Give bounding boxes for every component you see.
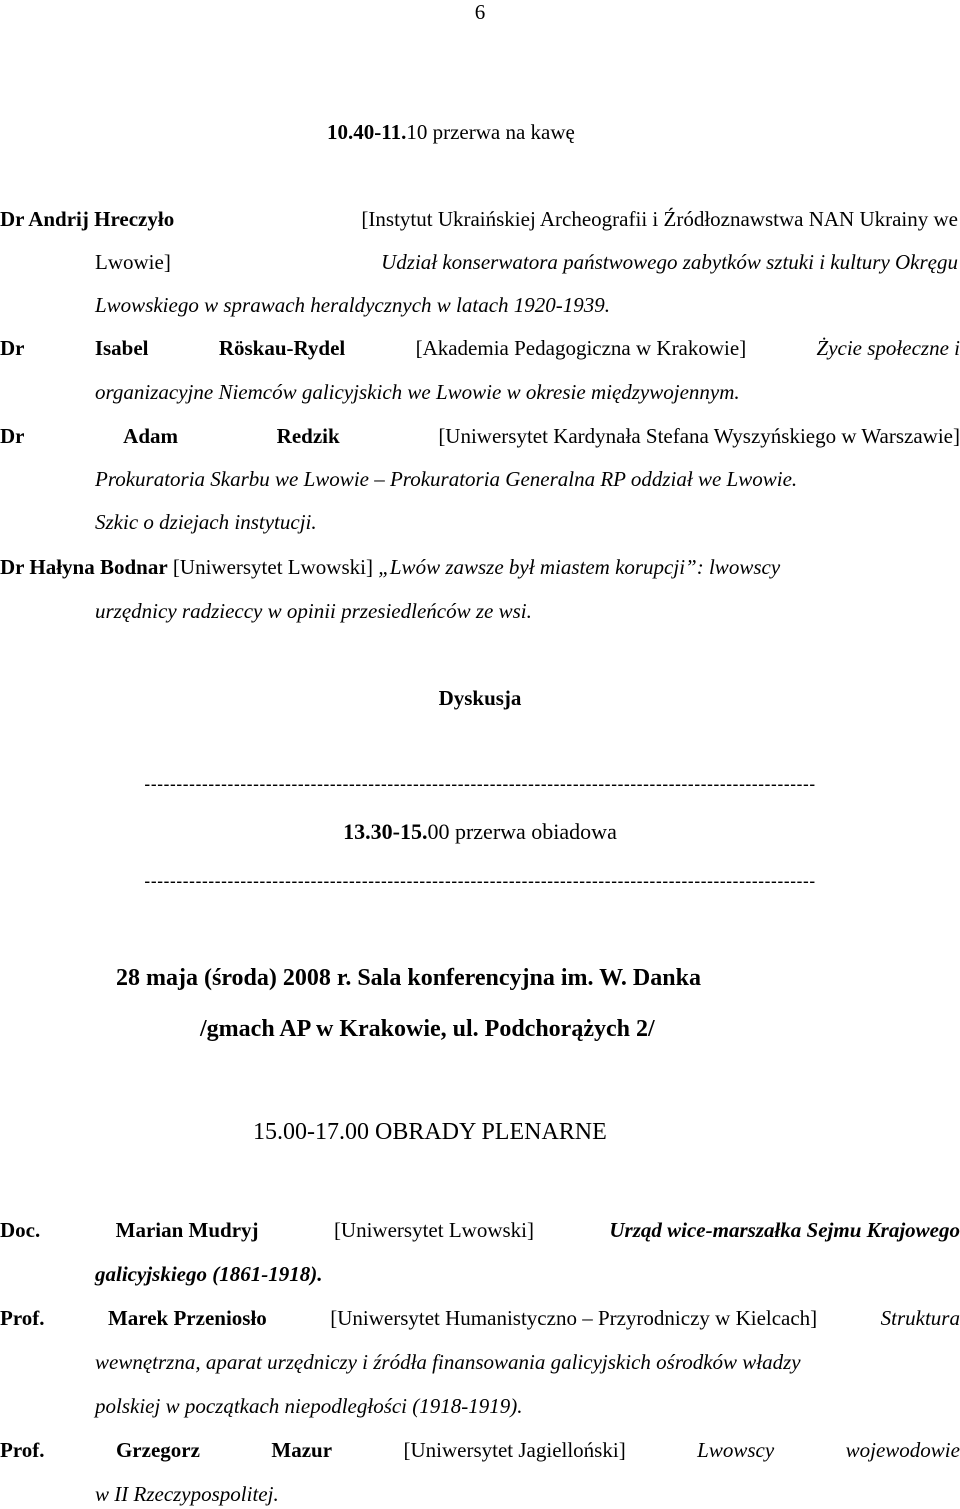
plenary-talk-3-rank: Prof. <box>0 1438 45 1462</box>
talk-3-speaker-first: Adam <box>123 424 178 448</box>
plenary-talk-1-affiliation: [Uniwersytet Lwowski] <box>333 1218 534 1242</box>
talk-4-line-1 <box>0 557 780 578</box>
lunch-break-time: 13.30-15. <box>343 819 428 844</box>
plenary-talk-2-title: Struktura <box>880 1306 960 1330</box>
talk-1-title: Udział konserwatora państwowego zabytków sztuki i kultury Okręgu <box>381 250 958 274</box>
talk-2-speaker-title: Dr <box>0 336 25 360</box>
plenary-talk-1-title: Urząd wice-marszałka Sejmu Krajowego <box>609 1218 960 1242</box>
plenary-talk-1-line-1 <box>0 1220 960 1241</box>
coffee-break-label: 10 przerwa na kawę <box>406 120 575 144</box>
talk-3-title-cont: Szkic o dziejach instytucji. <box>95 510 317 534</box>
talk-1-affiliation: [Instytut Ukraińskiej Archeografii i Źródłoznawstwa NAN Ukrainy we <box>361 207 958 231</box>
talk-2-title-cont: organizacyjne Niemców galicyjskich we Lwowie w okresie międzywojennym. <box>95 380 740 404</box>
plenary-talk-3-speaker-first: Grzegorz <box>115 1438 200 1462</box>
lunch-break <box>0 821 960 843</box>
plenary-talk-3-title-w2: wojewodowie <box>845 1438 960 1462</box>
talk-3-speaker-last: Redzik <box>276 424 340 448</box>
plenary-talk-3-title-w1: Lwowscy <box>697 1438 775 1462</box>
plenary-talk-1-rank: Doc. <box>0 1218 41 1242</box>
plenary-talk-2-line-1 <box>0 1308 960 1329</box>
talk-2-speaker-last: Röskau-Rydel <box>218 336 346 360</box>
talk-4-affiliation: [Uniwersytet Lwowski] <box>172 555 373 579</box>
coffee-break-time: 10.40-11. <box>327 120 407 144</box>
plenary-talk-3-speaker-last: Mazur <box>271 1438 333 1462</box>
talk-2-line-1 <box>0 338 960 359</box>
talk-1-affiliation-cont: Lwowie] <box>95 250 171 274</box>
coffee-break <box>327 122 575 143</box>
talk-3-title: Prokuratoria Skarbu we Lwowie – Prokuratoria Generalna RP oddział we Lwowie. <box>95 467 798 491</box>
talk-4-title-cont: urzędnicy radzieccy w opinii przesiedleńców ze wsi. <box>95 599 532 623</box>
talk-3-speaker-title: Dr <box>0 424 25 448</box>
talk-2-speaker-first: Isabel <box>94 336 149 360</box>
talk-1-title-cont: Lwowskiego w sprawach heraldycznych w latach 1920-1939. <box>95 293 611 317</box>
talk-4-speaker: Dr Hałyna Bodnar <box>0 555 168 579</box>
plenary-heading: 15.00-17.00 OBRADY PLENARNE <box>253 1119 607 1145</box>
plenary-talk-2-rank: Prof. <box>0 1306 45 1330</box>
plenary-talk-3-affiliation: [Uniwersytet Jagielloński] <box>403 1438 626 1462</box>
plenary-talk-2-speaker: Marek Przeniosło <box>107 1306 267 1330</box>
plenary-talk-3-line-1 <box>0 1440 960 1461</box>
plenary-talk-2-title-end: polskiej w początkach niepodległości (1918-1919). <box>95 1394 523 1418</box>
talk-3-line-1 <box>0 426 960 447</box>
plenary-talk-2-affiliation: [Uniwersytet Humanistyczno – Przyrodniczy w Kielcach] <box>330 1306 818 1330</box>
venue-line-1: 28 maja (środa) 2008 r. Sala konferencyjna im. W. Danka <box>116 965 701 991</box>
separator-bottom: --------------------------------------------------------------------------------------------------------- <box>144 871 816 891</box>
venue-line-2: /gmach AP w Krakowie, ul. Podchorążych 2/ <box>200 1016 655 1042</box>
lunch-break-label: 00 przerwa obiadowa <box>427 819 617 844</box>
plenary-talk-1-title-cont: galicyjskiego (1861-1918). <box>95 1262 323 1286</box>
plenary-talk-3-title-cont: w II Rzeczypospolitej. <box>95 1482 279 1506</box>
talk-1-speaker: Dr Andrij Hreczyło <box>0 207 175 231</box>
talk-3-affiliation: [Uniwersytet Kardynała Stefana Wyszyńskiego w Warszawie] <box>438 424 960 448</box>
plenary-talk-2-title-cont: wewnętrzna, aparat urzędniczy i źródła finansowania galicyjskich ośrodków władzy <box>95 1350 801 1374</box>
talk-1-line-1 <box>0 209 960 230</box>
page-number: 6 <box>474 0 486 24</box>
talk-2-affiliation: [Akademia Pedagogiczna w Krakowie] <box>415 336 747 360</box>
talk-2-title: Życie społeczne i <box>816 336 960 360</box>
talk-1-line-2 <box>95 252 958 273</box>
talk-4-title: „Lwów zawsze był miastem korupcji”: lwowscy <box>378 555 781 579</box>
discussion-heading: Dyskusja <box>438 686 522 710</box>
separator-top: --------------------------------------------------------------------------------------------------------- <box>144 774 816 794</box>
plenary-talk-1-speaker: Marian Mudryj <box>115 1218 259 1242</box>
